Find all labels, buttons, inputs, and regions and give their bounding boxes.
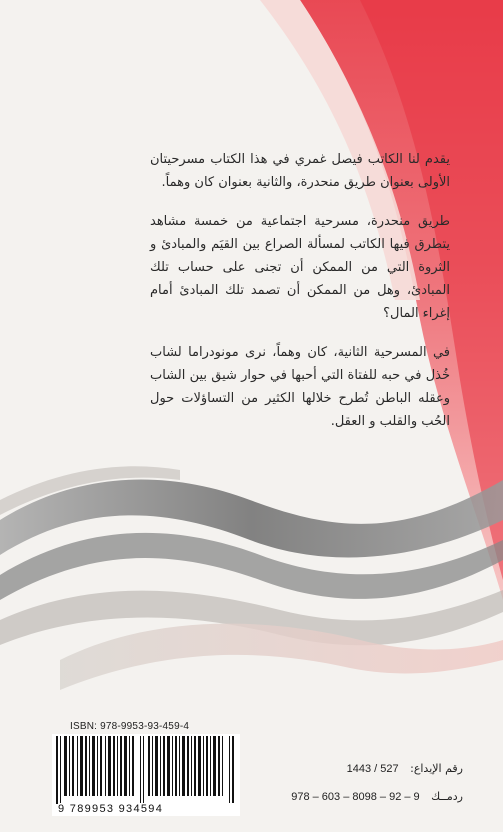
deposit-number [347,762,463,775]
blurb-paragraph-2: طريق منحدرة، مسرحية اجتماعية من خمسة مشاهد يتطرق فيها الكاتب لمسألة الصراع بين القيَم والمبادئ و الثروة التي من الممكن أن تجنى على حساب تلك المبادئ، وهل من الممكن أن تصمد تلك المبادئ أمام إغراء المال؟ [150,214,450,321]
isbn-label: ISBN: 978-9953-93-459-4 [70,721,190,732]
barcode-digits: 9 789953 934594 [58,803,236,815]
deposit-label: رقم الإيداع: [410,762,463,775]
arabic-isbn [291,790,463,803]
back-cover-blurb [150,148,450,449]
deposit-value: 1443 / 527 [346,763,399,775]
blurb-paragraph-3: في المسرحية الثانية، كان وهماً، نرى مونودراما لشاب خُذل في حبه للفتاة التي أحبها في حوار شيق بين الشاب وعقله الباطن تُطرح خلالها الكثير من التساؤلات حول الحُب والقلب و العقل. [150,345,450,429]
arabic-isbn-value: 978 – 603 – 8098 – 92 – 9 [291,791,420,803]
blurb-paragraph-1: يقدم لنا الكاتب فيصل غمري في هذا الكتاب مسرحيتان الأولى بعنوان طريق منحدرة، والثانية بعنوان كان وهماً. [150,152,450,190]
barcode-bars [52,734,240,804]
arabic-isbn-label: ردمــك [431,790,463,803]
